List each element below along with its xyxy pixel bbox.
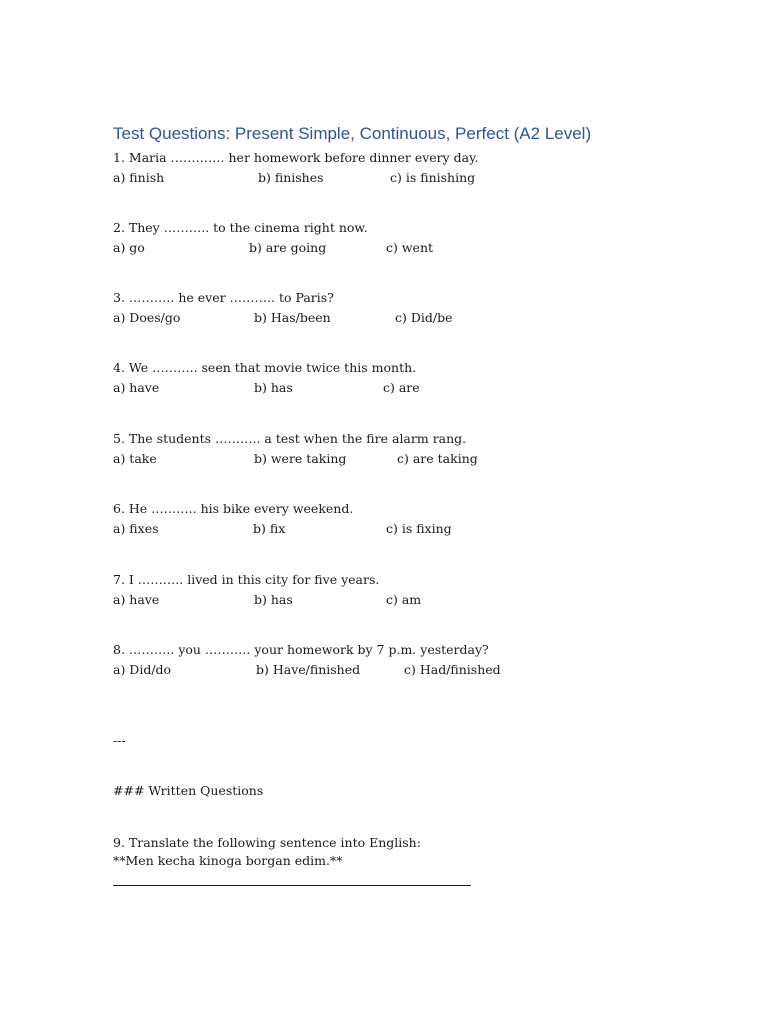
question-2-option-a: a) go — [113, 240, 145, 255]
question-4-text: 4. We ……….. seen that movie twice this month. — [113, 360, 417, 375]
written-questions-heading: ### Written Questions — [113, 783, 264, 798]
question-1-option-a: a) finish — [113, 170, 165, 185]
question-9-sentence: **Men kecha kinoga borgan edim.** — [113, 853, 343, 868]
question-6-option-b: b) fix — [253, 521, 286, 536]
question-2-option-c: c) went — [386, 240, 434, 255]
question-6-option-c: c) is fixing — [386, 521, 452, 536]
question-7-text: 7. I ……….. lived in this city for five years. — [113, 572, 380, 587]
question-5-text: 5. The students ……….. a test when the fire alarm rang. — [113, 431, 467, 446]
question-3-option-a: a) Does/go — [113, 310, 181, 325]
question-2-option-b: b) are going — [249, 240, 327, 255]
question-8-option-c: c) Had/finished — [404, 662, 501, 677]
question-2-text: 2. They ……….. to the cinema right now. — [113, 220, 368, 235]
question-8-text: 8. ……….. you ……….. your homework by 7 p.m. yesterday? — [113, 642, 489, 657]
page-title: Test Questions: Present Simple, Continuous, Perfect (A2 Level) — [113, 124, 592, 143]
question-5-option-c: c) are taking — [397, 451, 478, 466]
question-5-option-a: a) take — [113, 451, 157, 466]
question-7-option-b: b) has — [254, 592, 293, 607]
question-1-option-c: c) is finishing — [390, 170, 476, 185]
question-8-option-a: a) Did/do — [113, 662, 172, 677]
question-4-option-a: a) have — [113, 380, 160, 395]
question-1-option-b: b) finishes — [258, 170, 324, 185]
question-5-option-b: b) were taking — [254, 451, 347, 466]
question-7-option-c: c) am — [386, 592, 422, 607]
question-8-option-b: b) Have/finished — [256, 662, 361, 677]
question-3-option-c: c) Did/be — [395, 310, 453, 325]
question-3-text: 3. ……….. he ever ……….. to Paris? — [113, 290, 334, 305]
section-separator: --- — [113, 733, 126, 748]
question-4-option-b: b) has — [254, 380, 293, 395]
question-7-option-a: a) have — [113, 592, 160, 607]
answer-line — [113, 885, 471, 886]
question-9-text: 9. Translate the following sentence into English: — [113, 835, 421, 850]
question-3-option-b: b) Has/been — [254, 310, 331, 325]
question-1-text: 1. Maria …………. her homework before dinner every day. — [113, 150, 479, 165]
question-4-option-c: c) are — [383, 380, 420, 395]
question-6-text: 6. He ……….. his bike every weekend. — [113, 501, 354, 516]
question-6-option-a: a) fixes — [113, 521, 159, 536]
